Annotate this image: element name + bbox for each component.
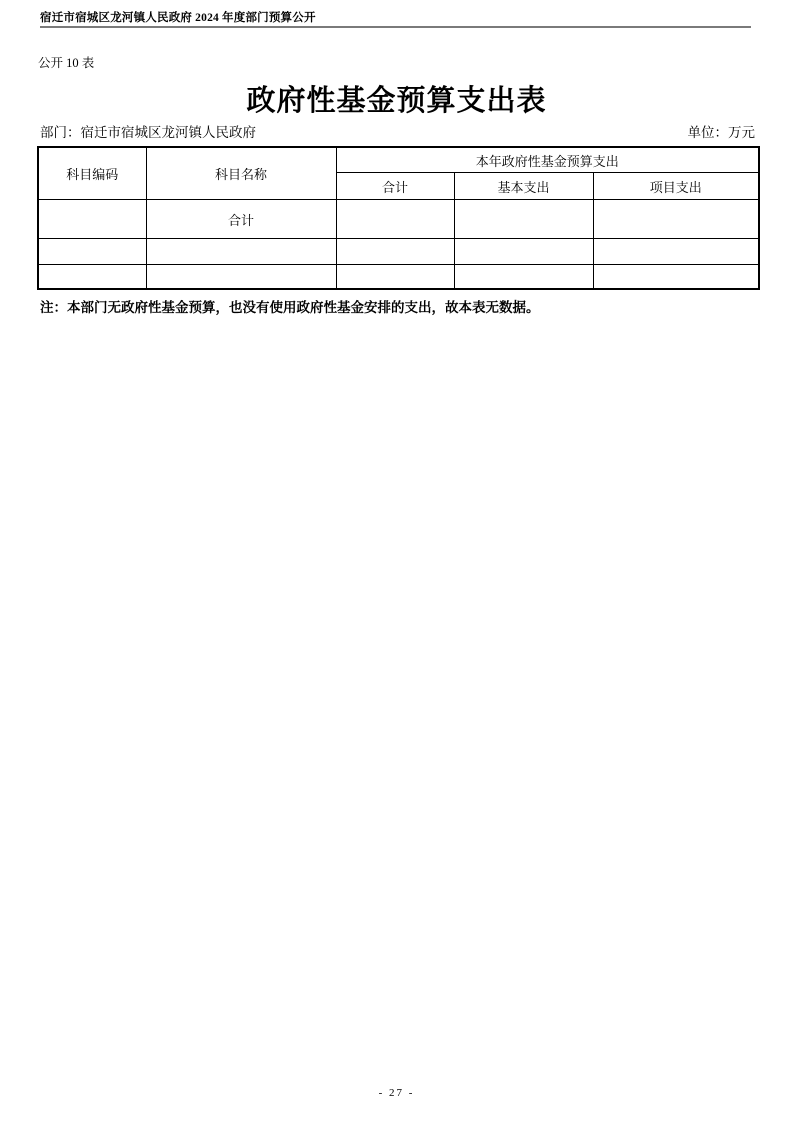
table-row <box>38 265 759 290</box>
unit-label: 单位：万元 <box>687 125 755 140</box>
table-number-label: 公开 10 表 <box>38 56 95 70</box>
page-number: - 27 - <box>378 1087 415 1099</box>
cell-project <box>593 200 759 239</box>
cell-total <box>336 239 454 265</box>
header-divider <box>40 26 751 28</box>
cell-total <box>336 200 454 239</box>
page-header-title: 宿迁市宿城区龙河镇人民政府 2024 年度部门预算公开 <box>40 12 316 24</box>
cell-project <box>593 265 759 290</box>
page-title: 政府性基金预算支出表 <box>246 85 547 117</box>
table-meta-row <box>40 121 755 141</box>
header-basic-expenditure: 基本支出 <box>454 173 593 200</box>
cell-project <box>593 239 759 265</box>
cell-basic <box>454 200 593 239</box>
cell-total <box>336 265 454 290</box>
cell-code <box>38 200 146 239</box>
header-fund-budget-group: 本年政府性基金预算支出 <box>336 147 759 173</box>
table-row <box>38 239 759 265</box>
cell-code <box>38 265 146 290</box>
cell-name <box>146 239 336 265</box>
cell-basic <box>454 239 593 265</box>
header-subject-code: 科目编码 <box>38 147 146 200</box>
table-row <box>38 200 759 239</box>
table-header-row-1 <box>38 147 759 173</box>
budget-table <box>37 146 760 290</box>
header-project-expenditure: 项目支出 <box>593 173 759 200</box>
header-subject-name: 科目名称 <box>146 147 336 200</box>
cell-name: 合计 <box>146 200 336 239</box>
table-note: 注：本部门无政府性基金预算，也没有使用政府性基金安排的支出，故本表无数据。 <box>40 300 540 315</box>
cell-name <box>146 265 336 290</box>
cell-code <box>38 239 146 265</box>
department-label: 部门：宿迁市宿城区龙河镇人民政府 <box>40 125 256 140</box>
header-total: 合计 <box>336 173 454 200</box>
cell-basic <box>454 265 593 290</box>
